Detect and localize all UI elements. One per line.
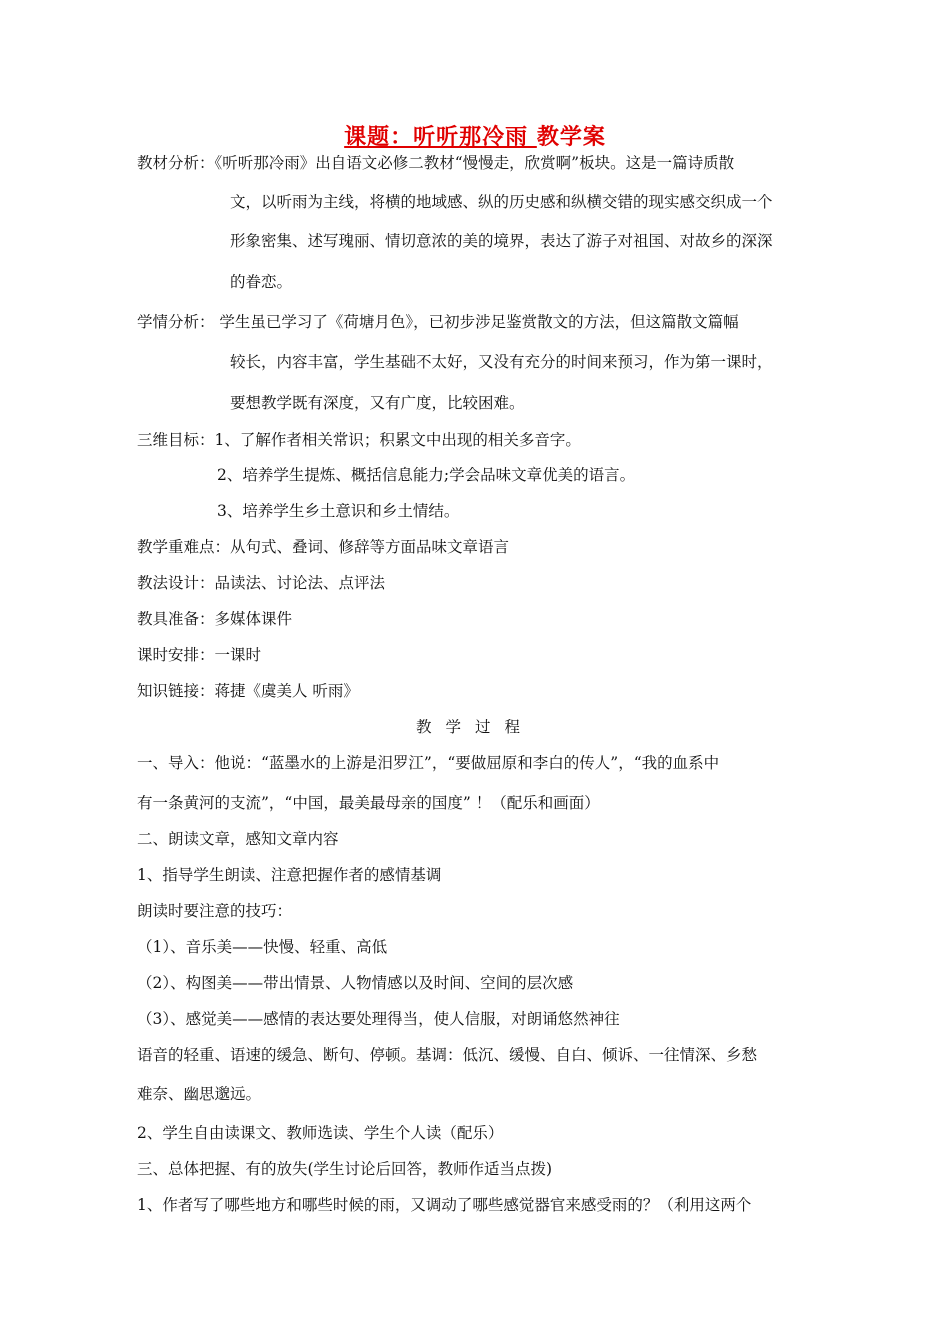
text-line: 教学重难点：从句式、叠词、修辞等方面品味文章语言 <box>137 538 510 556</box>
text-line: 1、作者写了哪些地方和哪些时候的雨，又调动了哪些感觉器官来感受雨的？（利用这两个 <box>137 1196 752 1214</box>
title-suffix: 教学案 <box>536 124 606 150</box>
text-line: 语音的轻重、语速的缓急、断句、停顿。基调：低沉、缓慢、自白、倾诉、一往情深、乡愁 <box>137 1046 758 1064</box>
text-line: 2、培养学生提炼、概括信息能力;学会品味文章优美的语言。 <box>217 466 636 484</box>
title-main: 课题：听听那冷雨 <box>344 124 537 150</box>
text-line: 2、学生自由读课文、教师选读、学生个人读（配乐） <box>137 1124 504 1142</box>
text-line: 教材分析：《听听那冷雨》出自语文必修二教材“慢慢走，欣赏啊”板块。这是一篇诗质散 <box>137 154 735 172</box>
text-line: 学情分析： 学生虽已学习了《荷塘月色》，已初步涉足鉴赏散文的方法，但这篇散文篇幅 <box>137 313 739 331</box>
text-line: 课时安排：一课时 <box>137 646 262 664</box>
text-line: 1、指导学生朗读、注意把握作者的感情基调 <box>137 866 442 884</box>
text-line: 二、朗读文章，感知文章内容 <box>137 830 339 848</box>
text-line: 的眷恋。 <box>230 273 293 291</box>
text-line: 教具准备：多媒体课件 <box>137 610 293 628</box>
text-line: 三维目标：1、了解作者相关常识；积累文中出现的相关多音字。 <box>137 431 581 449</box>
text-line: 形象密集、述写瑰丽、情切意浓的美的境界，表达了游子对祖国、对故乡的深深 <box>230 232 773 250</box>
text-line: 知识链接：蒋捷《虞美人 听雨》 <box>137 682 359 700</box>
document-title <box>0 120 950 151</box>
text-line: （2）、构图美——带出情景、人物情感以及时间、空间的层次感 <box>137 974 574 992</box>
text-line: 文，以听雨为主线，将横的地域感、纵的历史感和纵横交错的现实感交织成一个 <box>230 193 773 211</box>
text-line: 较长，内容丰富，学生基础不太好，又没有充分的时间来预习，作为第一课时， <box>230 353 773 371</box>
text-line: 一、导入：他说：“蓝墨水的上游是汨罗江”，“要做屈原和李白的传人”，“我的血系中 <box>137 754 720 772</box>
text-line: （1）、音乐美——快慢、轻重、高低 <box>137 938 388 956</box>
text-line: 朗读时要注意的技巧： <box>137 902 293 920</box>
section-heading: 教学过程 <box>415 718 534 736</box>
text-line: 难奈、幽思邈远。 <box>137 1085 262 1103</box>
text-line: 要想教学既有深度，又有广度，比较困难。 <box>230 394 525 412</box>
text-line: 教法设计：品读法、讨论法、点评法 <box>137 574 386 592</box>
text-line: 三、总体把握、有的放失(学生讨论后回答，教师作适当点拨) <box>137 1160 553 1178</box>
text-line: 3、培养学生乡土意识和乡土情结。 <box>217 502 460 520</box>
text-line: （3）、感觉美——感情的表达要处理得当，使人信服，对朗诵悠然神往 <box>137 1010 620 1028</box>
text-line: 有一条黄河的支流”，“中国，最美最母亲的国度” ！（配乐和画面） <box>137 794 600 812</box>
